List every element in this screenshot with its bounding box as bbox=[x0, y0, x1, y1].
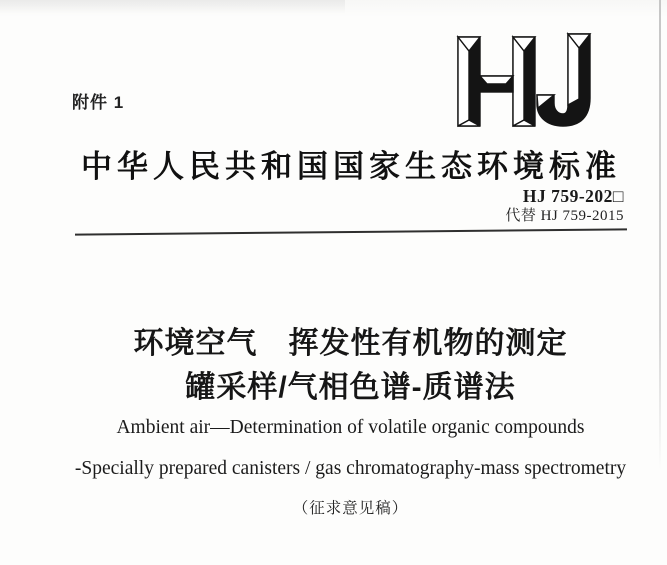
title-chinese-line2: 罐采样/气相色谱-质谱法 bbox=[185, 371, 516, 404]
title-english-line1: Ambient air—Determination of volatile organic compounds bbox=[116, 417, 585, 438]
title-chinese-line1: 环境空气 挥发性有机物的测定 bbox=[133, 327, 568, 360]
draft-status-note: （征求意见稿） bbox=[292, 500, 409, 517]
title-english-line2: -Specially prepared canisters / gas chromatography-mass spectrometry bbox=[74, 458, 627, 479]
replaces-note: 代替 HJ 759-2015 bbox=[505, 208, 624, 224]
header-divider-rule bbox=[75, 228, 627, 235]
standard-heading: 中华人民共和国国家生态环境标准 bbox=[81, 149, 621, 184]
hj-logo bbox=[450, 4, 610, 129]
standard-code-block bbox=[323, 186, 624, 226]
hj-logo-icon bbox=[450, 4, 610, 129]
scan-smudge bbox=[0, 0, 345, 14]
attachment-label: 附件 1 bbox=[72, 93, 125, 112]
standard-number: HJ 759-202□ bbox=[522, 186, 624, 206]
